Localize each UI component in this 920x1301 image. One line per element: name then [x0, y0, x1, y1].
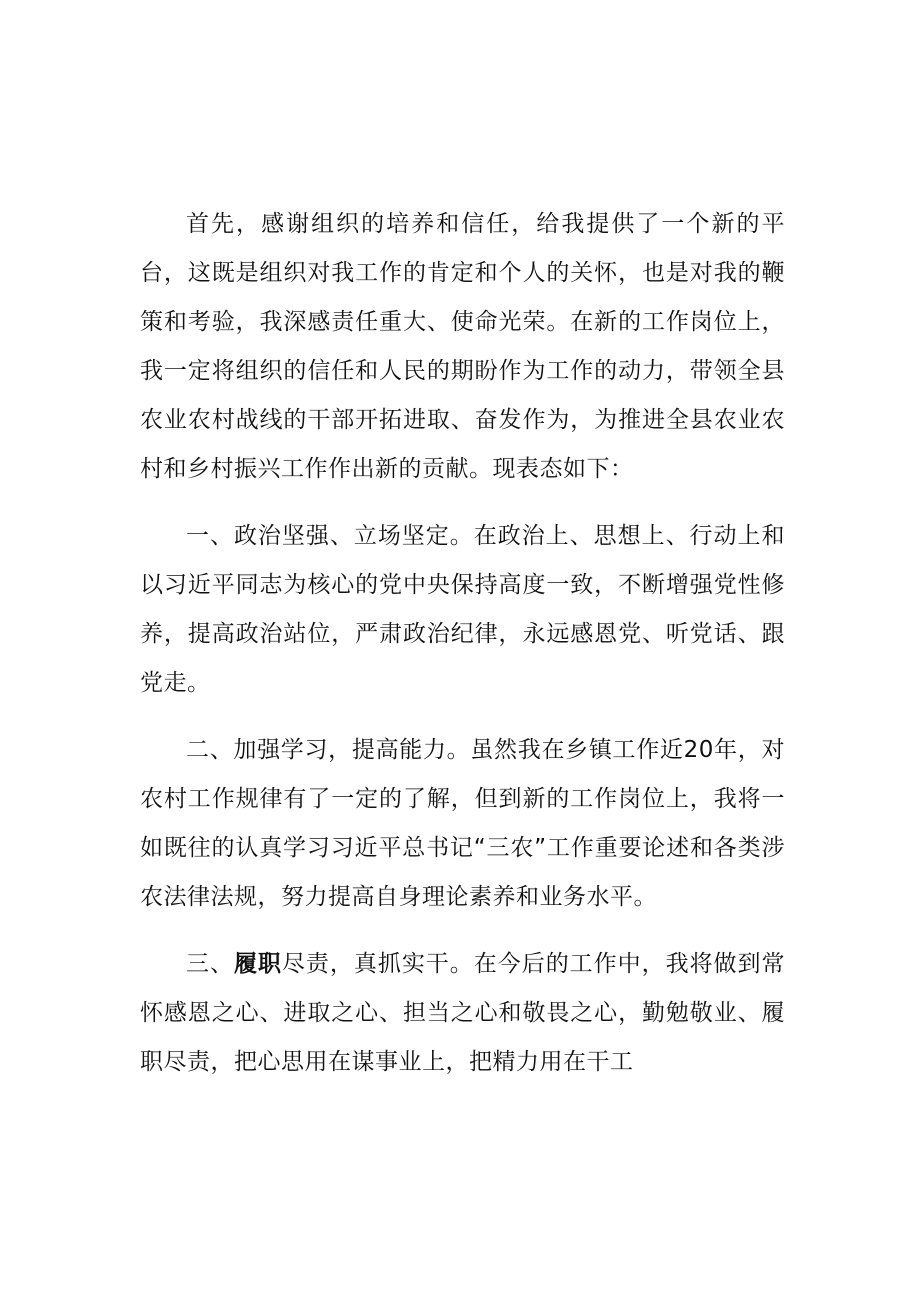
- point-three-prefix: 三、: [186, 951, 234, 977]
- paragraph-intro: 首先，感谢组织的培养和信任，给我提供了一个新的平台，这既是组织对我工作的肯定和个人的关怀，也是对我的鞭策和考验，我深感责任重大、使命光荣。在新的工作岗位上，我一定将组织的信任和人民的期盼作为工作的动力，带领全县农业农村战线的干部开拓进取、奋发作为，为推进全县农业农村和乡村振兴工作作出新的贡献。现表态如下：: [140, 211, 785, 482]
- paragraph-point-two: 二、加强学习，提高能力。虽然我在乡镇工作近20年，对农村工作规律有了一定的了解，但到新的工作岗位上，我将一如既往的认真学习习近平总书记“三农”工作重要论述和各类涉农法律法规，努力提高自身理论素养和业务水平。: [140, 737, 785, 910]
- paragraph-point-three: [140, 940, 785, 1087]
- point-three-text: 尽责，真抓实干。在今后的工作中，我将做到常怀感恩之心、进取之心、担当之心和敬畏之心，勤勉敬业、履职尽责，把心思用在谋事业上，把精力用在干工: [140, 951, 786, 1075]
- paragraph-point-one: 一、政治坚强、立场坚定。在政治上、思想上、行动上和以习近平同志为核心的党中央保持高度一致，不断增强党性修养，提高政治站位，严肃政治纪律，永远感恩党、听党话、跟党走。: [140, 523, 785, 696]
- point-three-bold-term: 履职: [233, 951, 282, 977]
- document-body: [140, 200, 785, 1105]
